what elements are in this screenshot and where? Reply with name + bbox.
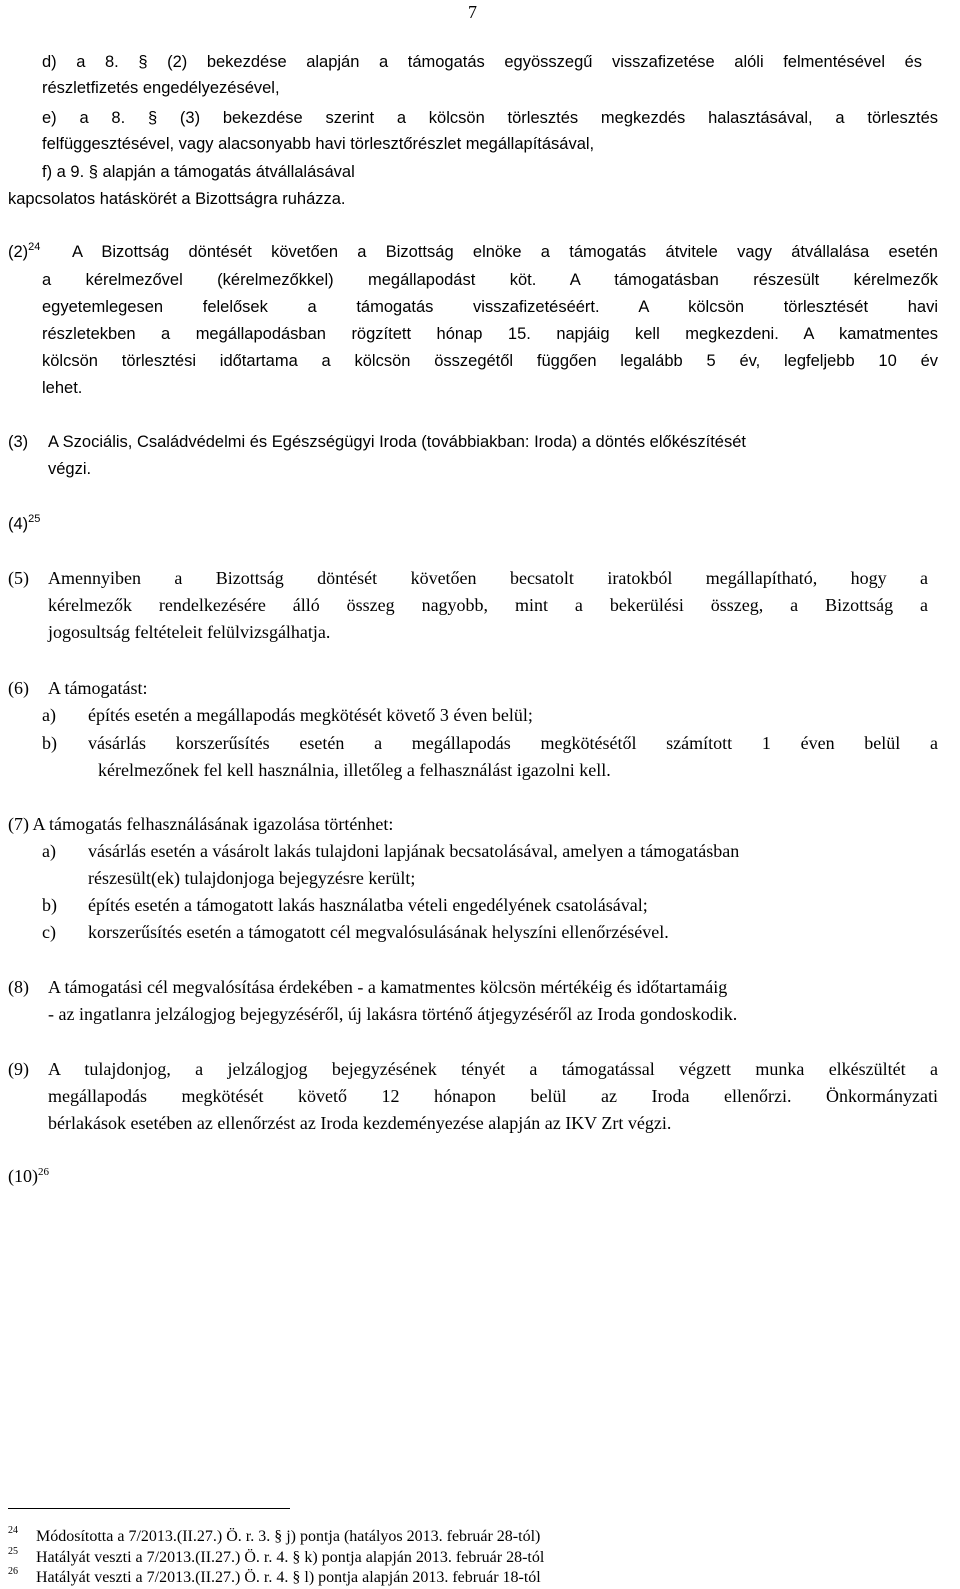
paragraph-4-num: (4) — [8, 515, 29, 533]
paragraph-7-a-text: vásárlás esetén a vásárolt lakás tulajdoni lapjának becsatolásával, amelyen a támogatásban — [88, 841, 740, 861]
item-d-line-1: d) a 8. § (2) bekezdése alapján a támogatás egyösszegű visszafizetése alóli felmentésével és — [42, 53, 922, 71]
footnote-separator — [8, 1508, 290, 1509]
paragraph-7-a-cont: részesült(ek) tulajdonjoga bejegyzésre került; — [88, 868, 416, 888]
paragraph-2-number — [8, 240, 40, 264]
paragraph-8-line-1: A támogatási cél megvalósítása érdekében - a kamatmentes kölcsön mértékéig és időtartamáig — [48, 977, 728, 997]
paragraph-5-line-1: Amennyiben a Bizottság döntését követően becsatolt iratokból megállapítható, hogy a — [48, 568, 928, 588]
paragraph-7-c-text: korszerűsítés esetén a támogatott cél megvalósulásának helyszíni ellenőrzésével. — [88, 922, 669, 942]
paragraph-6-a-label: a) — [42, 705, 56, 725]
footnote-24-text: Módosította a 7/2013.(II.27.) Ö. r. 3. § j) pontja (hatályos 2013. február 28-tól) — [36, 1528, 541, 1545]
paragraph-5-line-3: jogosultság feltételeit felülvizsgálhatja. — [48, 622, 331, 642]
paragraph-6-a-text: építés esetén a megállapodás megkötését követő 3 éven belül; — [88, 705, 533, 725]
paragraph-6-intro: A támogatást: — [48, 678, 148, 698]
paragraph-5-number: (5) — [8, 568, 29, 588]
paragraph-6-b-label: b) — [42, 733, 57, 753]
paragraph-2-line-1: A Bizottság döntését követően a Bizottság elnöke a támogatás átvitele vagy átvállalása esetén — [72, 243, 938, 261]
paragraph-6-number: (6) — [8, 678, 29, 698]
paragraph-6-b-text: vásárlás korszerűsítés esetén a megállapodás megkötésétől számított 1 éven belül a — [88, 733, 938, 753]
paragraph-2-line-2: a kérelmezővel (kérelmezőkkel) megállapodást köt. A támogatásban részesült kérelmezők — [42, 271, 938, 289]
paragraph-7-b-text: építés esetén a támogatott lakás használatba vételi engedélyének csatolásával; — [88, 895, 648, 915]
paragraph-2-line-4: részletekben a megállapodásban rögzített hónap 15. napjáig kell megkezdeni. A kamatmentes — [42, 325, 938, 343]
paragraph-2-line-3: egyetemlegesen felelősek a támogatás visszafizetéséért. A kölcsön törlesztését havi — [42, 298, 938, 316]
item-d-line-2: részletfizetés engedélyezésével, — [42, 79, 280, 97]
paragraph-9-line-1: A tulajdonjog, a jelzálogjog bejegyzésének tényét a támogatással végzett munka elkészültét a — [48, 1059, 938, 1079]
paragraph-3-line-1: A Szociális, Családvédelmi és Egészségügyi Iroda (továbbiakban: Iroda) a döntés előkészítését — [48, 433, 746, 451]
delegation-line: kapcsolatos hatáskörét a Bizottságra ruházza. — [8, 190, 346, 208]
footnote-26-text: Hatályát veszti a 7/2013.(II.27.) Ö. r. 4. § l) pontja alapján 2013. február 18-tól — [36, 1569, 541, 1586]
paragraph-8-line-2: - az ingatlanra jelzálogjog bejegyzéséről, új lakásra történő átjegyzéséről az Iroda gondoskodik. — [48, 1004, 738, 1024]
footnote-ref-24: 24 — [28, 241, 41, 253]
page-number: 7 — [468, 2, 477, 22]
footnote-25-number: 25 — [8, 1546, 18, 1557]
paragraph-9-line-2: megállapodás megkötését követő 12 hónapon belül az Iroda ellenőrzi. Önkormányzati — [48, 1086, 938, 1106]
paragraph-6-b-cont: kérelmezőnek fel kell használnia, illetőleg a felhasználást igazolni kell. — [98, 760, 611, 780]
paragraph-9-number: (9) — [8, 1059, 29, 1079]
paragraph-2-line-5: kölcsön törlesztési időtartama a kölcsön összegétől függően legalább 5 év, legfeljebb 10 év — [42, 352, 938, 370]
paragraph-4-number — [8, 512, 40, 536]
footnote-ref-26: 26 — [38, 1166, 49, 1178]
footnote-26-number: 26 — [8, 1566, 18, 1577]
paragraph-5-line-2: kérelmezők rendelkezésére álló összeg nagyobb, mint a bekerülési összeg, a Bizottság a — [48, 595, 928, 615]
paragraph-2-num: (2) — [8, 243, 29, 261]
paragraph-3-line-2: végzi. — [48, 460, 92, 478]
paragraph-10-num: (10) — [8, 1166, 38, 1186]
paragraph-10-number — [8, 1164, 49, 1188]
paragraph-7-c-label: c) — [42, 922, 56, 942]
paragraph-8-number: (8) — [8, 977, 29, 997]
item-e-line-2: felfüggesztésével, vagy alacsonyabb havi törlesztőrészlet megállapításával, — [42, 135, 595, 153]
item-e-line-1: e) a 8. § (3) bekezdése szerint a kölcsön törlesztés megkezdés halasztásával, a törlesztés — [42, 109, 938, 127]
paragraph-7-b-label: b) — [42, 895, 57, 915]
paragraph-9-line-3: bérlakások esetében az ellenőrzést az Iroda kezdeményezése alapján az IKV Zrt végzi. — [48, 1113, 672, 1133]
paragraph-3-number: (3) — [8, 433, 29, 451]
paragraph-2-line-6: lehet. — [42, 379, 83, 397]
footnote-ref-25: 25 — [28, 513, 41, 525]
paragraph-7-a-label: a) — [42, 841, 56, 861]
item-f-line: f) a 9. § alapján a támogatás átvállalásával — [42, 163, 355, 181]
footnote-25-text: Hatályát veszti a 7/2013.(II.27.) Ö. r. 4. § k) pontja alapján 2013. február 28-tól — [36, 1549, 545, 1566]
paragraph-7-intro: (7) A támogatás felhasználásának igazolása történhet: — [8, 814, 394, 834]
footnote-24-number: 24 — [8, 1525, 18, 1536]
